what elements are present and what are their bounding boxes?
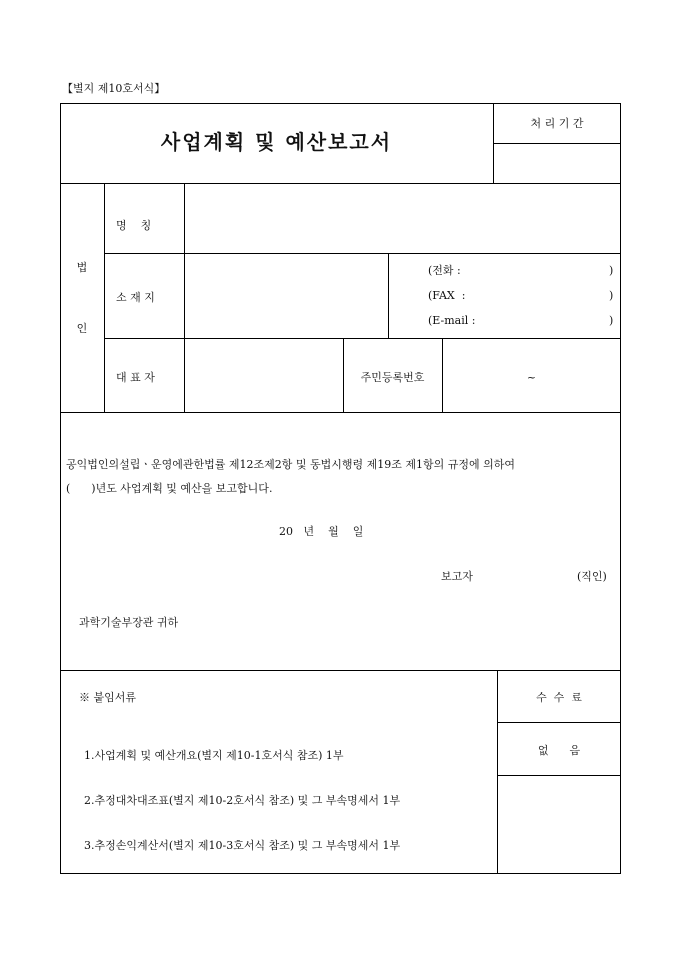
email-close-paren: ) — [609, 314, 614, 327]
table-border-top — [60, 103, 621, 104]
form-title: 사업계획 및 예산보고서 — [160, 130, 393, 154]
reporter-label: 보고자 — [441, 570, 473, 583]
resident-id-separator: ~ — [526, 371, 537, 384]
statement-line-1: 공익법인의설립ㆍ운영에관한법률 제12조제2항 및 동법시행령 제19조 제1항의 규정에 의하여 — [66, 458, 516, 471]
fee-label: 수 수 료 — [536, 691, 582, 704]
processing-period-label: 처 리 기 간 — [530, 117, 584, 130]
resident-id-label: 주민등록번호 — [360, 371, 425, 384]
divider — [388, 253, 389, 339]
corporation-label-top: 법 — [76, 261, 88, 274]
attachments-title: ※ 붙임서류 — [79, 691, 137, 704]
table-border-bottom — [60, 873, 621, 874]
addressee: 과학기술부장관 귀하 — [79, 616, 179, 629]
address-label: 소 재 지 — [116, 291, 155, 304]
phone-label: (전화 : — [428, 264, 461, 277]
fax-label: (FAX : — [428, 289, 466, 302]
processing-period-field[interactable] — [494, 144, 620, 183]
divider — [60, 670, 621, 671]
statement-line-2: ( )년도 사업계획 및 예산을 보고합니다. — [66, 482, 273, 495]
table-border-right — [620, 103, 621, 874]
divider — [497, 722, 621, 723]
form-label: 【별지 제10호서식】 — [62, 82, 166, 95]
email-label: (E-mail : — [428, 314, 476, 327]
table-border-left — [60, 103, 61, 874]
divider — [104, 338, 621, 339]
divider — [60, 412, 621, 413]
attachment-item: 1.사업계획 및 예산개요(별지 제10-1호서식 참조) 1부 — [84, 749, 344, 762]
attachment-item: 3.추정손익계산서(별지 제10-3호서식 참조) 및 그 부속명세서 1부 — [84, 839, 401, 852]
address-field[interactable] — [185, 254, 388, 338]
representative-label: 대 표 자 — [116, 371, 155, 384]
date-line: 20 년 월 일 — [279, 525, 364, 538]
representative-field[interactable] — [185, 339, 343, 412]
attachment-item: 2.추정대차대조표(별지 제10-2호서식 참조) 및 그 부속명세서 1부 — [84, 794, 401, 807]
divider — [104, 183, 105, 413]
seal-label: (직인) — [577, 570, 607, 583]
divider — [497, 775, 621, 776]
name-label: 명 칭 — [116, 219, 152, 232]
phone-close-paren: ) — [609, 264, 614, 277]
fee-value: 없 음 — [537, 744, 581, 757]
fax-close-paren: ) — [609, 289, 614, 302]
name-field[interactable] — [185, 184, 620, 253]
corporation-label-bottom: 인 — [76, 322, 88, 335]
